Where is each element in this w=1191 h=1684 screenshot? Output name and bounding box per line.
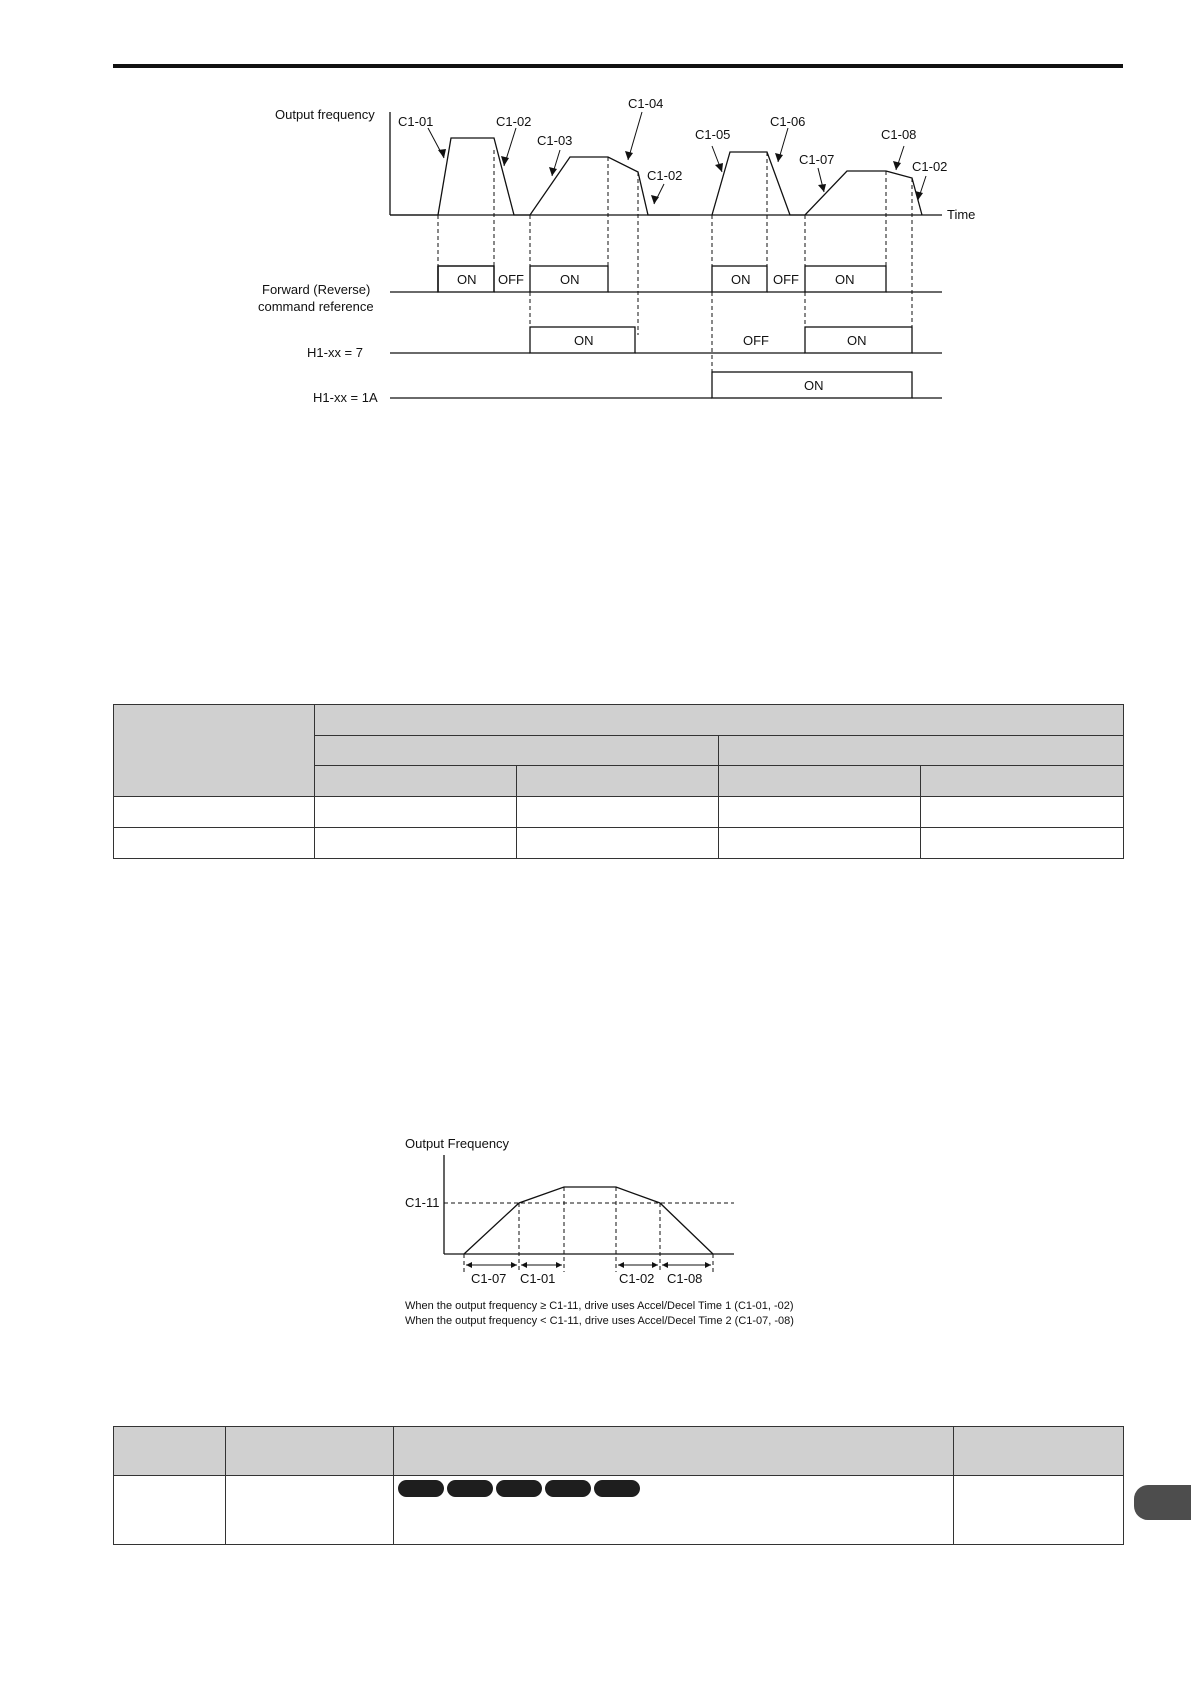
arrow-label-c1-03: C1-03 <box>537 133 573 148</box>
control-mode-badge <box>398 1480 444 1497</box>
table1-corner-header <box>114 705 315 797</box>
table-cell <box>315 828 517 859</box>
arrow-label-c1-06: C1-06 <box>770 114 806 129</box>
fwd-signal-line <box>390 266 494 292</box>
table-cell <box>921 797 1124 828</box>
caption-line-1: When the output frequency ≥ C1-11, drive uses Accel/Decel Time 1 (C1-01, -02) <box>405 1300 794 1312</box>
fwd-state-4: ON <box>731 272 751 287</box>
h1-7-state-2: OFF <box>743 333 769 348</box>
time-label: Time <box>947 207 976 222</box>
h1-1a-row-label: H1-xx = 1A <box>313 390 378 405</box>
interval-label-c1-07: C1-07 <box>471 1271 507 1286</box>
table-cell <box>315 797 517 828</box>
table-cell <box>114 1476 226 1545</box>
h1-7-state-1: ON <box>574 333 594 348</box>
table-row <box>114 828 1124 859</box>
table1-col-header <box>315 766 517 797</box>
interval-label-c1-08: C1-08 <box>667 1271 703 1286</box>
arrow-label-c1-05: C1-05 <box>695 127 731 142</box>
frequency-profile <box>390 138 683 215</box>
table2-col-header <box>226 1427 394 1476</box>
output-frequency-label: Output Frequency <box>405 1136 510 1151</box>
table-cell <box>517 828 719 859</box>
arrow-label-c1-02-c: C1-02 <box>912 159 948 174</box>
control-mode-badge <box>545 1480 591 1497</box>
table2-col-header <box>114 1427 226 1476</box>
arrow-label-c1-07: C1-07 <box>799 152 835 167</box>
frequency-profile <box>464 1187 713 1254</box>
fwd-state-2: OFF <box>498 272 524 287</box>
table1-group-header-1 <box>315 736 719 766</box>
fwd-state-1: ON <box>457 272 477 287</box>
h1-7-state-3: ON <box>847 333 867 348</box>
c1-11-label: C1-11 <box>405 1195 440 1210</box>
table-cell <box>226 1476 394 1545</box>
timing-chart-figure <box>0 0 1191 420</box>
table1-group-header-2 <box>719 736 1124 766</box>
table-cell <box>719 828 921 859</box>
caption-line-2: When the output frequency < C1-11, drive uses Accel/Decel Time 2 (C1-07, -08) <box>405 1315 794 1327</box>
output-frequency-label: Output frequency <box>275 107 375 122</box>
interval-label-c1-01: C1-01 <box>520 1271 556 1286</box>
control-mode-badge <box>447 1480 493 1497</box>
table1-col-header <box>719 766 921 797</box>
fwd-row-label-2: command reference <box>258 299 374 314</box>
interval-label-c1-02: C1-02 <box>619 1271 655 1286</box>
table-row <box>114 797 1124 828</box>
accel-decel-time-table <box>113 704 1124 859</box>
table-cell <box>719 797 921 828</box>
table-cell <box>921 828 1124 859</box>
fwd-state-3: ON <box>560 272 580 287</box>
arrow-label-c1-01: C1-01 <box>398 114 434 129</box>
table1-col-header <box>517 766 719 797</box>
arrow-label-c1-02-b: C1-02 <box>647 168 683 183</box>
h1-1a-state-1: ON <box>804 378 824 393</box>
table2-col-header <box>394 1427 954 1476</box>
fwd-row-label-1: Forward (Reverse) <box>262 282 371 297</box>
chapter-tab <box>1134 1485 1191 1520</box>
arrow-label-c1-08: C1-08 <box>881 127 917 142</box>
table1-col-header <box>921 766 1124 797</box>
switching-frequency-figure <box>0 1120 1191 1340</box>
table-cell <box>954 1476 1124 1545</box>
arrow-label-c1-02: C1-02 <box>496 114 532 129</box>
table1-top-header <box>315 705 1124 736</box>
h1-7-row-label: H1-xx = 7 <box>307 345 363 360</box>
table2-col-header <box>954 1427 1124 1476</box>
fwd-state-6: ON <box>835 272 855 287</box>
fwd-state-5: OFF <box>773 272 799 287</box>
table-cell <box>114 797 315 828</box>
table-cell <box>114 828 315 859</box>
arrow-label-c1-04: C1-04 <box>628 96 664 111</box>
control-mode-badge <box>594 1480 640 1497</box>
control-mode-badge <box>496 1480 542 1497</box>
table-cell <box>517 797 719 828</box>
